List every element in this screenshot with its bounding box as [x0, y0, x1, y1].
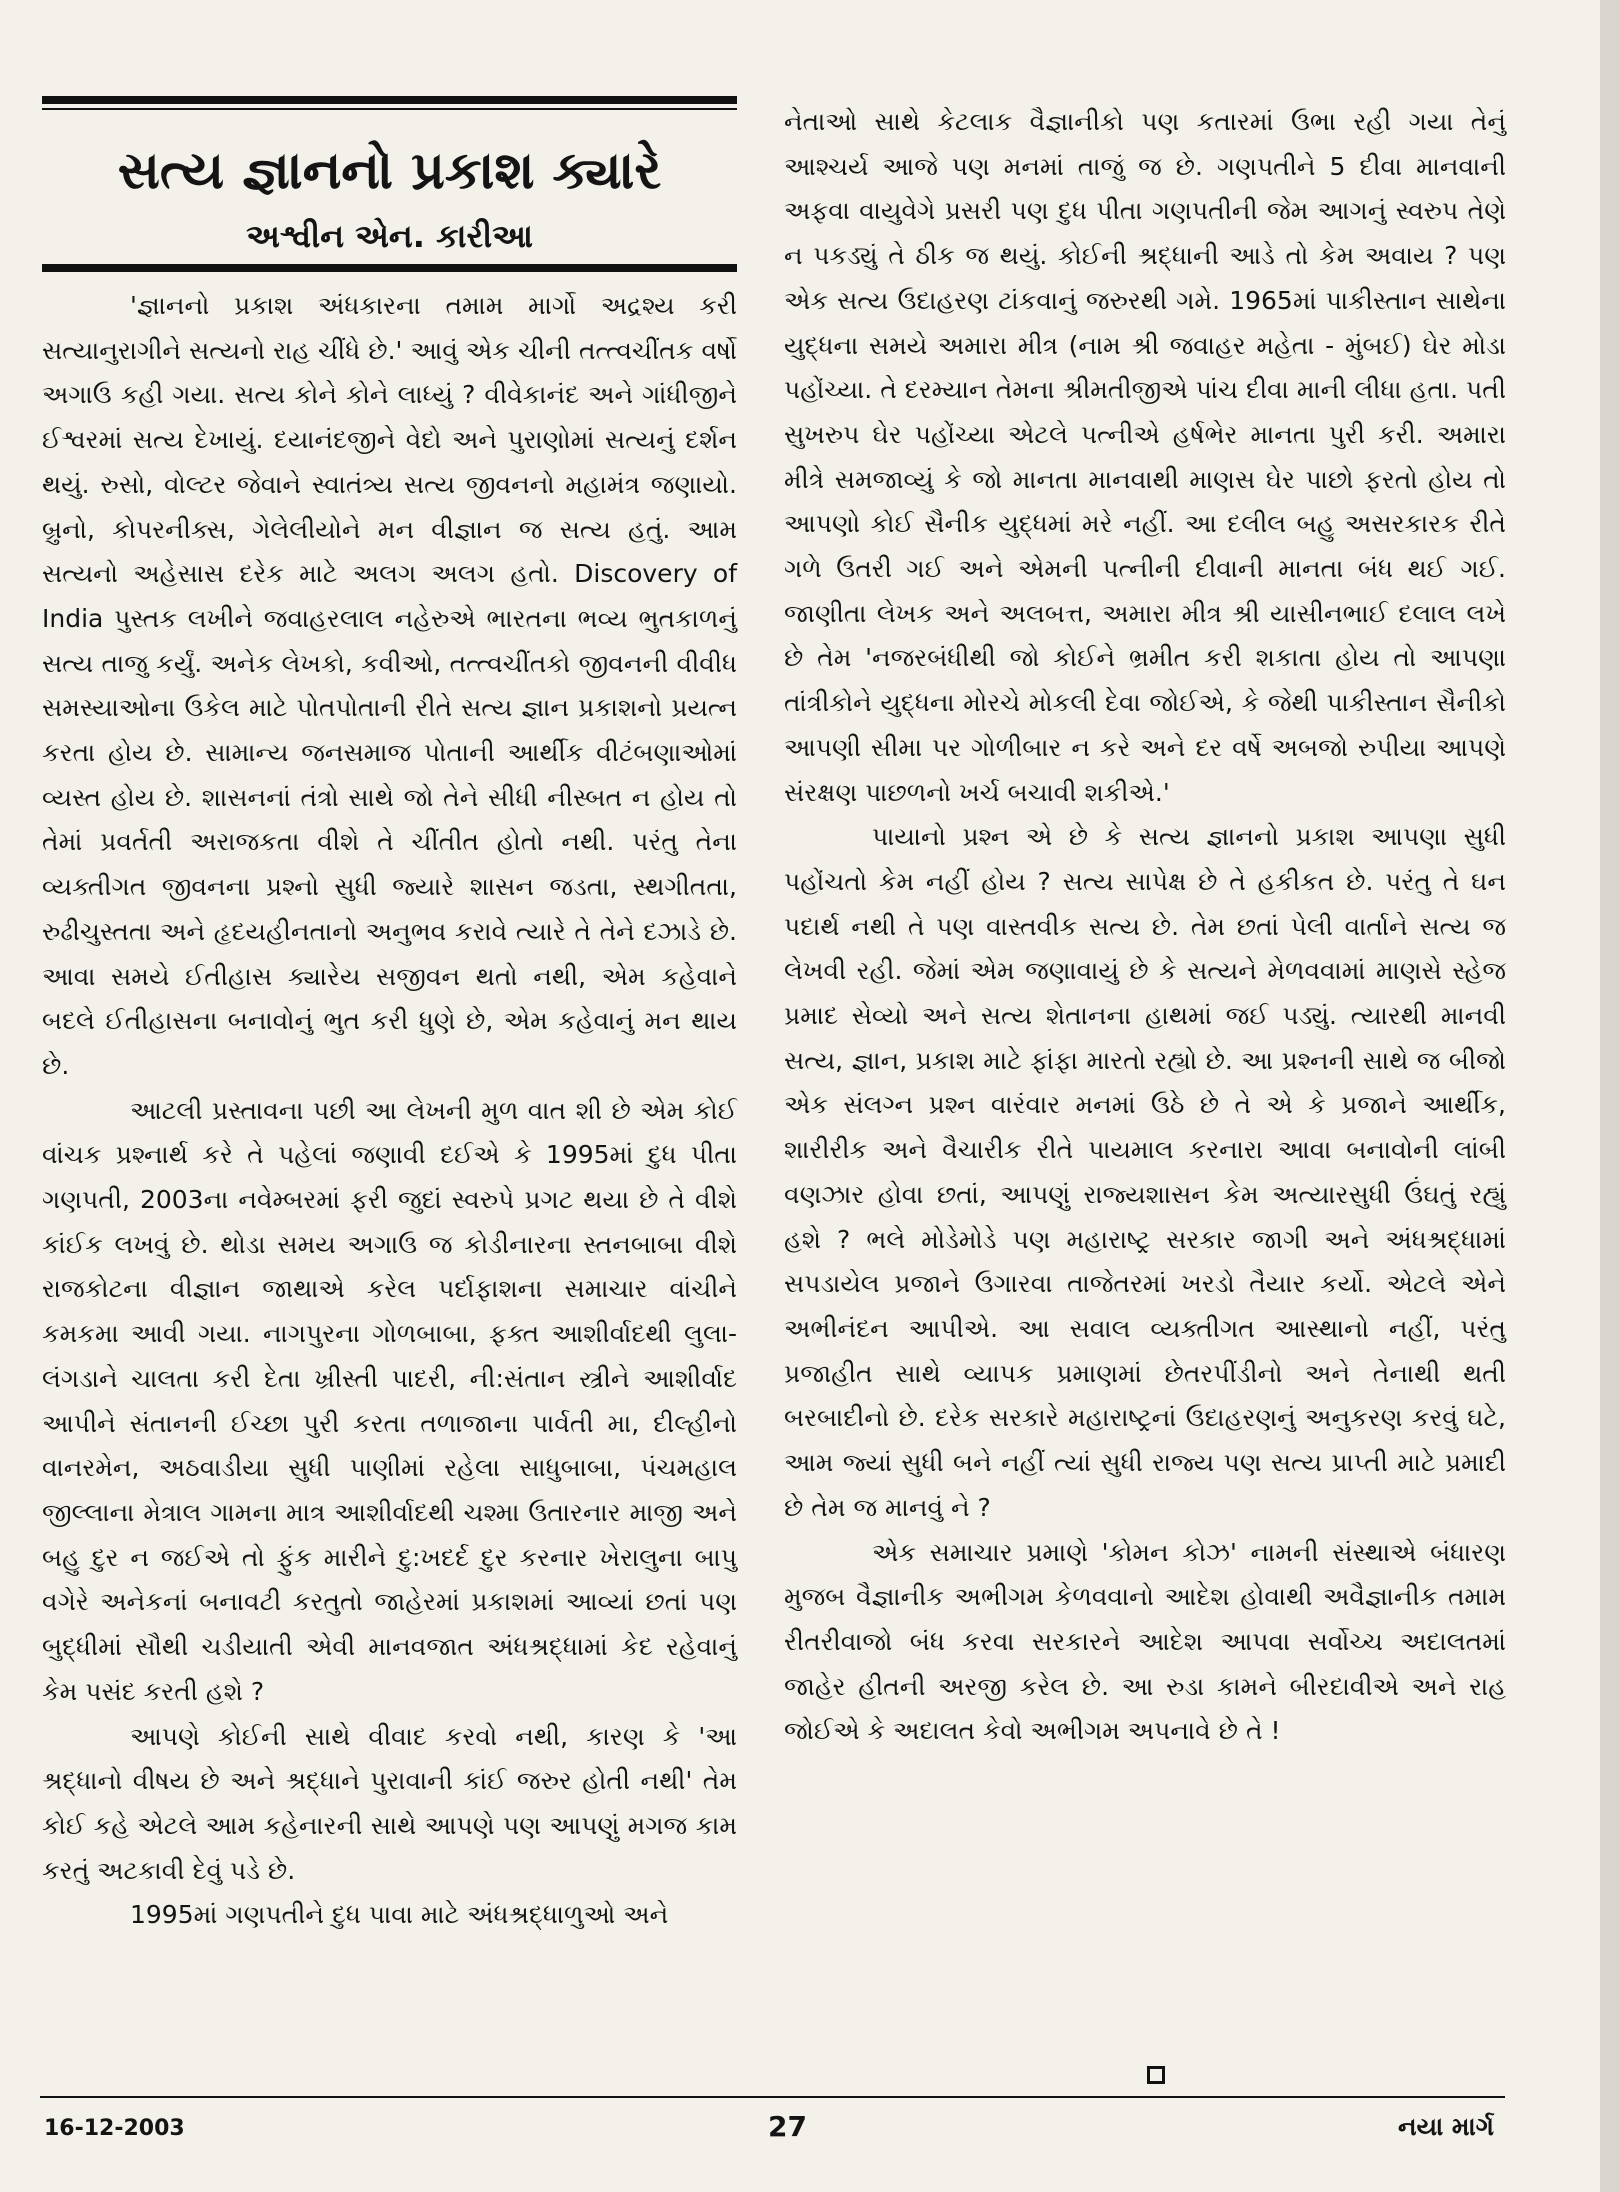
left-column: [42, 96, 737, 1938]
page-number: 27: [768, 2110, 807, 2143]
paragraph: એક સમાચાર પ્રમાણે 'કોમન કોઝ' નામની સંસ્થાએ બંધારણ મુજબ વૈજ્ઞાનીક અભીગમ કેળવવાનો આદેશ હોવાથી અવૈજ્ઞાનીક તમામ રીતરીવાજો બંધ કરવા સરકારને આદેશ આપવા સર્વોચ્ચ અદાલતમાં જાહેર હીતની અરજી કરેલ છે. આ રુડા કામને બીરદાવીએ અને રાહ જોઈએ કે અદાલત કેવો અભીગમ અપનાવે છે તે !: [784, 1537, 1506, 1746]
right-column: [784, 100, 1506, 1754]
paragraph: 'જ્ઞાનનો પ્રકાશ અંધકારના તમામ માર્ગો અદ્રશ્ય કરી સત્યાનુરાગીને સત્યનો રાહ ચીંધે છે.' આવું એક ચીની તત્ત્વચીંતક વર્ષો અગાઉ કહી ગયા. સત્ય કોને કોને લાધ્યું ? વીવેકાનંદ અને ગાંધીજીને ઈશ્વરમાં સત્ય દેખાયું. દયાનંદજીને વેદો અને પુરાણોમાં સત્યનું દર્શન થયું. રુસો, વોલ્ટર જેવાને સ્વાતંત્ર્ય સત્ય જીવનનો મહામંત્ર જણાયો. બ્રુનો, કોપરનીક્સ, ગેલેલીયોને મન વીજ્ઞાન જ સત્ય હતું. આમ સત્યનો અહેસાસ દરેક માટે અલગ અલગ હતો. Discovery of India પુસ્તક લખીને જવાહરલાલ નહેરુએ ભારતના ભવ્ય ભુતકાળનું સત્ય તાજુ કર્યું. અનેક લેખકો, કવીઓ, તત્ત્વચીંતકો જીવનની વીવીધ સમસ્યાઓના ઉકેલ માટે પોતપોતાની રીતે સત્ય જ્ઞાન પ્રકાશનો પ્રયત્ન કરતા હોય છે. સામાન્ય જનસમાજ પોતાની આર્થીક વીટંબણાઓમાં વ્યસ્ત હોય છે. શાસનનાં તંત્રો સાથે જો તેને સીધી નીસ્બત ન હોય તો તેમાં પ્રવર્તતી અરાજકતા વીશે તે ચીંતીત હોતો નથી. પરંતુ તેના વ્યક્તીગત જીવનના પ્રશ્નો સુધી જ્યારે શાસન જડતા, સ્થગીતતા, રુઢીચુસ્તતા અને હૃદયહીનતાનો અનુભવ કરાવે ત્યારે તે તેને દઝાડે છે. આવા સમયે ઈતીહાસ ક્યારેય સજીવન થતો નથી, એમ કહેવાને બદલે ઈતીહાસના બનાવોનું ભુત કરી ધુણે છે, એમ કહેવાનું મન થાય છે.: [42, 291, 737, 1080]
paragraph: 1995માં ગણપતીને દુધ પાવા માટે અંધશ્રદ્ધાળુઓ અને: [130, 1900, 669, 1930]
footer-date: 16-12-2003: [44, 2116, 185, 2141]
article-author: અશ્વીન એન. કારીઆ: [246, 217, 533, 255]
footer-rule: [40, 2096, 1505, 2098]
title-top-rule: [42, 96, 737, 104]
paragraph: નેતાઓ સાથે કેટલાક વૈજ્ઞાનીકો પણ કતારમાં ઉભા રહી ગયા તેનું આશ્ચર્ય આજે પણ મનમાં તાજું જ છે. ગણપતીને 5 દીવા માનવાની અફવા વાયુવેગે પ્રસરી પણ દુધ પીતા ગણપતીની જેમ આગનું સ્વરુપ તેણે ન પકડ્યું તે ઠીક જ થયું. કોઈની શ્રદ્ધાની આડે તો કેમ અવાય ? પણ એક સત્ય ઉદાહરણ ટાંકવાનું જરુરથી ગમે. 1965માં પાકીસ્તાન સાથેના યુદ્ધના સમયે અમારા મીત્ર (નામ શ્રી જવાહર મહેતા - મુંબઈ) ઘેર મોડા પહોંચ્યા. તે દરમ્યાન તેમના શ્રીમતીજીએ પાંચ દીવા માની લીધા હતા. પતી સુખરુપ ઘેર પહોંચ્યા એટલે પત્નીએ હર્ષભેર માનતા પુરી કરી. અમારા મીત્રે સમજાવ્યું કે જો માનતા માનવાથી માણસ ઘેર પાછો ફરતો હોય તો આપણો કોઈ સૈનીક યુદ્ધમાં મરે નહીં. આ દલીલ બહુ અસરકારક રીતે ગળે ઉતરી ગઈ અને એમની પત્નીની દીવાની માનતા બંધ થઈ ગઈ. જાણીતા લેખક અને અલબત્ત, અમારા મીત્ર શ્રી યાસીનભાઈ દલાલ લખે છે તેમ 'નજરબંધીથી જો કોઈને ભ્રમીત કરી શકાતા હોય તો આપણા તાંત્રીકોને યુદ્ધના મોરચે મોકલી દેવા જોઈએ, કે જેથી પાકીસ્તાન સૈનીકો આપણી સીમા પર ગોળીબાર ન કરે અને દર વર્ષે અબજો રુપીયા આપણે સંરક્ષણ પાછળનો ખર્ચ બચાવી શકીએ.': [784, 107, 1506, 807]
paragraph: પાયાનો પ્રશ્ન એ છે કે સત્ય જ્ઞાનનો પ્રકાશ આપણા સુધી પહોંચતો કેમ નહીં હોય ? સત્ય સાપેક્ષ છે તે હકીકત છે. પરંતુ તે ઘન પદાર્થ નથી તે પણ વાસ્તવીક સત્ય છે. તેમ છતાં પેલી વાર્તાને સત્ય જ લેખવી રહી. જેમાં એમ જણાવાયું છે કે સત્યને મેળવવામાં માણસે સ્હેજ પ્રમાદ સેવ્યો અને સત્ય શેતાનના હાથમાં જઈ પડ્યું. ત્યારથી માનવી સત્ય, જ્ઞાન, પ્રકાશ માટે ફાંફા મારતો રહ્યો છે. આ પ્રશ્નની સાથે જ બીજો એક સંલગ્ન પ્રશ્ન વારંવાર મનમાં ઉઠે છે તે એ કે પ્રજાને આર્થીક, શારીરીક અને વૈચારીક રીતે પાયમાલ કરનારા આવા બનાવોની લાંબી વણઝાર હોવા છતાં, આપણું રાજ્યશાસન કેમ અત્યારસુધી ઉંઘતું રહ્યું હશે ? ભલે મોડેમોડે પણ મહારાષ્ટ્ર સરકાર જાગી અને અંધશ્રદ્ધામાં સપડાયેલ પ્રજાને ઉગારવા તાજેતરમાં ખરડો તૈયાર કર્યો. એટલે એને અભીનંદન આપીએ. આ સવાલ વ્યક્તીગત આસ્થાનો નહીં, પરંતુ પ્રજાહીત સાથે વ્યાપક પ્રમાણમાં છેતરપીંડીનો અને તેનાથી થતી બરબાદીનો છે. દરેક સરકારે મહારાષ્ટ્રનાં ઉદાહરણનું અનુકરણ કરવું ઘટે, આમ જ્યાં સુધી બને નહીં ત્યાં સુધી રાજ્ય પણ સત્ય પ્રાપ્તી માટે પ્રમાદી છે તેમ જ માનવું ને ?: [784, 822, 1506, 1522]
magazine-name: નયા માર્ગ: [1398, 2112, 1494, 2141]
paragraph: આટલી પ્રસ્તાવના પછી આ લેખની મુળ વાત શી છે એમ કોઈ વાંચક પ્રશ્નાર્થ કરે તે પહેલાં જણાવી દઈએ કે 1995માં દુધ પીતા ગણપતી, 2003ના નવેમ્બરમાં ફરી જુદાં સ્વરુપે પ્રગટ થયા છે તે વીશે કાંઈક લખવું છે. થોડા સમય અગાઉ જ કોડીનારના સ્તનબાબા વીશે રાજકોટના વીજ્ઞાન જાથાએ કરેલ પર્દાફાશના સમાચાર વાંચીને કમકમા આવી ગયા. નાગપુરના ગોળબાબા, ફક્ત આશીર્વાદથી લુલા-લંગડાને ચાલતા કરી દેતા ખ્રીસ્તી પાદરી, ની:સંતાન સ્ત્રીને આશીર્વાદ આપીને સંતાનની ઈચ્છા પુરી કરતા તળાજાના પાર્વતી મા, દીલ્હીનો વાનરમેન, અઠવાડીયા સુધી પાણીમાં રહેલા સાધુબાબા, પંચમહાલ જીલ્લાના મેત્રાલ ગામના માત્ર આશીર્વાદથી ચશ્મા ઉતારનાર માજી અને બહુ દુર ન જઈએ તો ફુંક મારીને દુ:ખદર્દ દુર કરનાર ખેરાલુના બાપુ વગેરે અનેકનાં બનાવટી કરતુતો જાહેરમાં પ્રકાશમાં આવ્યાં છતાં પણ બુદ્ધીમાં સૌથી ચડીયાતી એવી માનવજાત અંધશ્રદ્ધામાં કેદ રહેવાનું કેમ પસંદ કરતી હશે ?: [42, 1095, 737, 1706]
article-title: સત્ય જ્ઞાનનો પ્રકાશ ક્યારે: [117, 140, 662, 201]
article-end-square-icon: [1147, 2066, 1165, 2084]
paragraph: આપણે કોઈની સાથે વીવાદ કરવો નથી, કારણ કે 'આ શ્રદ્ધાનો વીષય છે અને શ્રદ્ધાને પુરાવાની કાંઈ જરુર હોતી નથી' તેમ કોઈ કહે એટલે આમ કહેનારની સાથે આપણે પણ આપણું મગજ કામ કરતું અટકાવી દેવું પડે છે.: [42, 1721, 737, 1885]
title-top-thin-rule: [42, 108, 737, 110]
title-bottom-rule: [42, 264, 737, 272]
